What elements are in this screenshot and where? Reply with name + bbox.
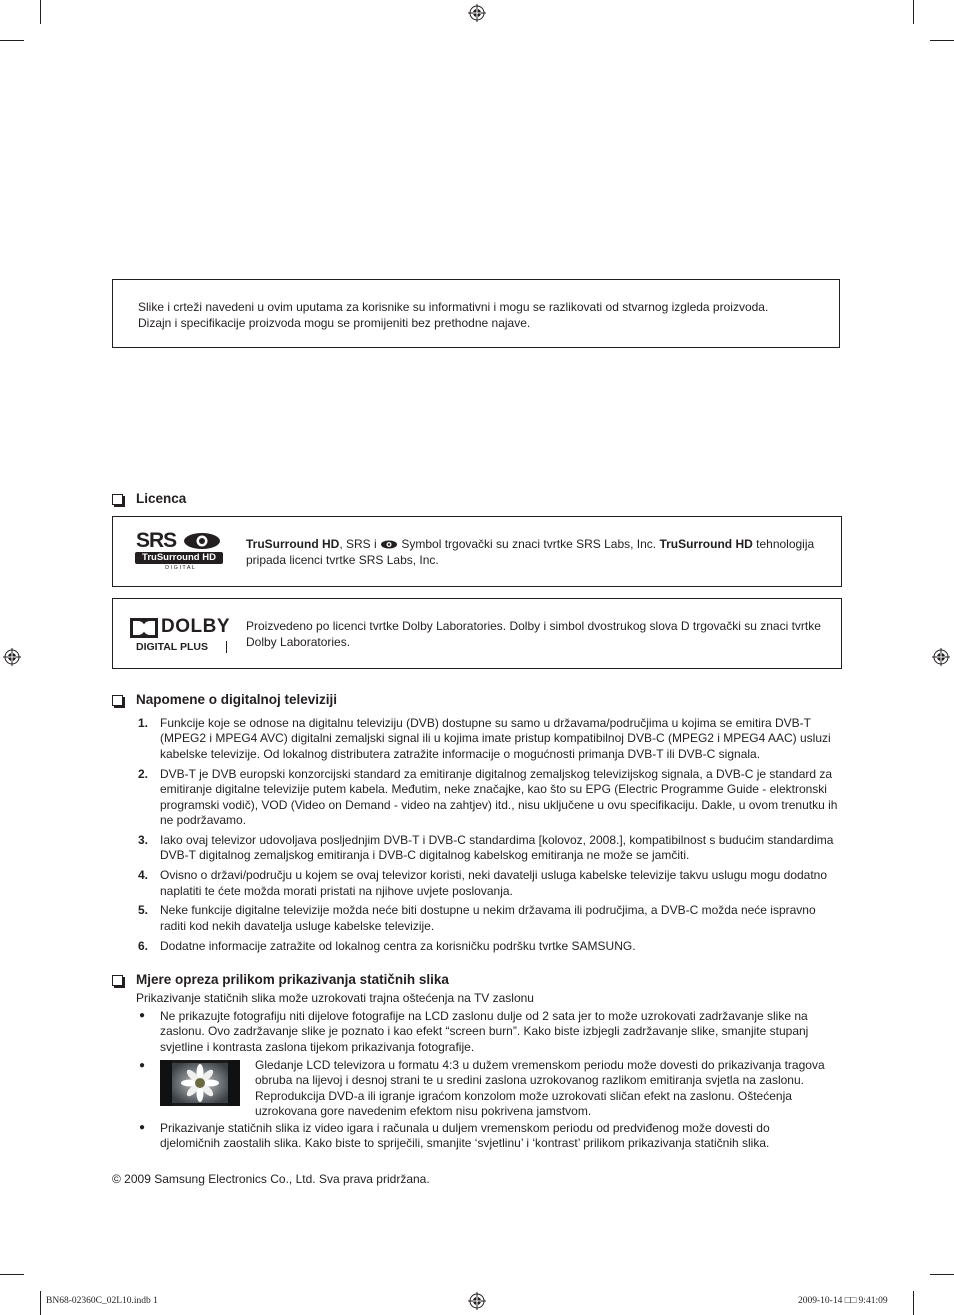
registration-mark-icon [3,648,21,666]
srs-symbol-icon [380,540,398,549]
crop-mark-bottom-right [930,1274,954,1275]
licence-heading: Licenca [112,491,186,506]
registration-mark-icon [932,648,950,666]
list-item: Ne prikazujte fotografiju niti dijelove fotografije na LCD zaslonu dulje od 2 sata jer to može uzrokovati zadržavanje slike na zaslonu. Ovo zadržavanje slike je poznato i kao efekt “screen burn”. Kako biste izbjegli zadržavanje slike, smanjite stupanj svjetline i kontrasta zaslona tijekom prikazivanja fotografije. [160,1009,809,1054]
dolby-logo-text: DOLBY [161,616,230,637]
tv-flower-image [160,1060,240,1106]
bullet-icon: ● [139,1060,146,1071]
dolby-license-box [112,598,842,669]
disclaimer-box [112,279,840,348]
disclaimer-line: Dizajn i specifikacije proizvoda mogu se promijeniti bez prethodne najave. [138,316,531,330]
footer-timestamp: 2009-10-14 □□ 9:41:09 [798,1296,888,1306]
disclaimer-line: Slike i crteži navedeni u ovim uputama za korisnike su informativni i mogu se razlikovati od stvarnog izgleda proizvoda. [138,300,769,314]
list-item: 3. Iako ovaj televizor udovoljava posljednjim DVB-T i DVB-C standardima [kolovoz, 2008.], kompatibilnost s budućim standardima DVB-T digitalnog zemaljskog emitiranja i DVB-C digitalnog kabelskog emitiranja ne može se jamčiti. [138,832,834,863]
registration-mark-icon [468,1292,486,1310]
srs-license-box [112,516,842,587]
dolby-logo [130,617,230,653]
list-item: Prikazivanje statičnih slika iz video igara i računala u duljem vremenskom periodu od predviđenog može dovesti do djelomičnih zaostalih slika. Kako biste to spriječili, smanjite ‘svjetlinu’ i ‘kontrast’ prilikom prikazivanja statičnih slika. [160,1121,770,1151]
dolby-license-text: Proizvedeno po licenci tvrtke Dolby Laboratories. Dolby i simbol dvostrukog slova D trgovački su znaci tvrtke Dolby Laboratories. [246,619,821,649]
crop-mark-top-right [930,40,954,41]
digital-tv-heading: Napomene o digitalnoj televiziji [112,692,337,707]
list-item: 1. Funkcije koje se odnose na digitalnu televiziju (DVB) dostupne su samo u državama/područjima u kojima se emitira DVB-T (MPEG2 i MPEG4 AVC) digitalni zemaljski signal ili u kojima imate pristup kompatibilnoj DVB-C (MPEG2 i MPEG4 AAC) usluzi kabelske televizije. Od lokalnog distributera zatražite informacije o mogućnosti primanja DVB-T ili DVB-C signala. [138,716,831,761]
crop-mark-bottom-left [40,1291,41,1315]
srs-logo [135,531,225,573]
footer-file-name: BN68-02360C_02L10.indb 1 [46,1296,158,1306]
bullet-icon: ● [139,1010,146,1021]
logo-divider [226,641,227,653]
crop-mark-bottom-right [913,1291,914,1315]
srs-circle-icon [182,532,222,550]
crop-mark-bottom-left [0,1274,24,1275]
bullet-icon: ● [139,1122,146,1133]
trusurround-band: TruSurround HD [135,552,223,564]
static-images-heading: Mjere opreza prilikom prikazivanja statičnih slika [112,972,449,987]
crop-mark-top-left [40,0,41,24]
srs-logo-text: SRS [136,529,177,552]
crop-mark-top-right [913,0,914,24]
digital-plus-label: DIGITAL PLUS [136,641,208,653]
copyright-text: © 2009 Samsung Electronics Co., Ltd. Sva prava pridržana. [112,1172,430,1186]
srs-digital-label: D I G I T A L [165,565,195,571]
static-images-intro: Prikazivanje statičnih slika može uzrokovati trajna oštećenja na TV zaslonu [136,991,534,1005]
checkbox-bullet-icon [112,695,123,706]
list-item: 5. Neke funkcije digitalne televizije možda neće biti dostupne u nekim državama ili područjima, a DVB-C možda neće ispravno raditi kod nekih davatelja usluge kabelske televizije. [138,903,816,933]
list-item: 2. DVB-T je DVB europski konzorcijski standard za emitiranje digitalnog zemaljskog televizijskog signala, a DVB-C je standard za emitiranje digitalne televizije putem kabela. Međutim, neke značajke, kao što su EPG (Electric Programme Guide - elektronski programski vodič), VOD (Video on Demand - video na zahtjev) itd., nisu uključene u ovu specifikaciju. Dakle, u ovom trenutku ih ne podržavamo. [138,766,838,827]
checkbox-bullet-icon [112,494,123,505]
dolby-double-d-icon [130,618,158,638]
registration-mark-icon [468,4,486,22]
checkbox-bullet-icon [112,975,123,986]
srs-license-text: TruSurround HD, SRS i Symbol trgovački su znaci tvrtke SRS Labs, Inc. TruSurround HD tehnologija pripada licenci tvrtke SRS Labs, Inc. [246,537,815,567]
digital-tv-notes-list [138,716,844,959]
list-item: 4. Ovisno o državi/području u kojem se ovaj televizor koristi, neki davatelji usluga kabelske televizije takvu uslugu mogu dodatno naplatiti te ćete možda morati pristati na njihove uvjete poslovanja. [138,868,828,898]
crop-mark-top-left [0,40,24,41]
list-item: Gledanje LCD televizora u formatu 4:3 u dužem vremenskom periodu može dovesti do prikazivanja tragova obruba na lijevoj i desnoj strani te u sredini zaslona uzrokovanog razlikom emitiranja svjetla na zaslonu. Reprodukcija DVD-a ili igranje igraćom konzolom može uzrokovati sličan efekt na zaslonu. Oštećenja uzrokovana gore navedenim efektom nisu pokrivena jamstvom. [255,1058,825,1119]
list-item: 6. Dodatne informacije zatražite od lokalnog centra za korisničku podršku tvrtke SAMSUNG. [138,938,636,953]
